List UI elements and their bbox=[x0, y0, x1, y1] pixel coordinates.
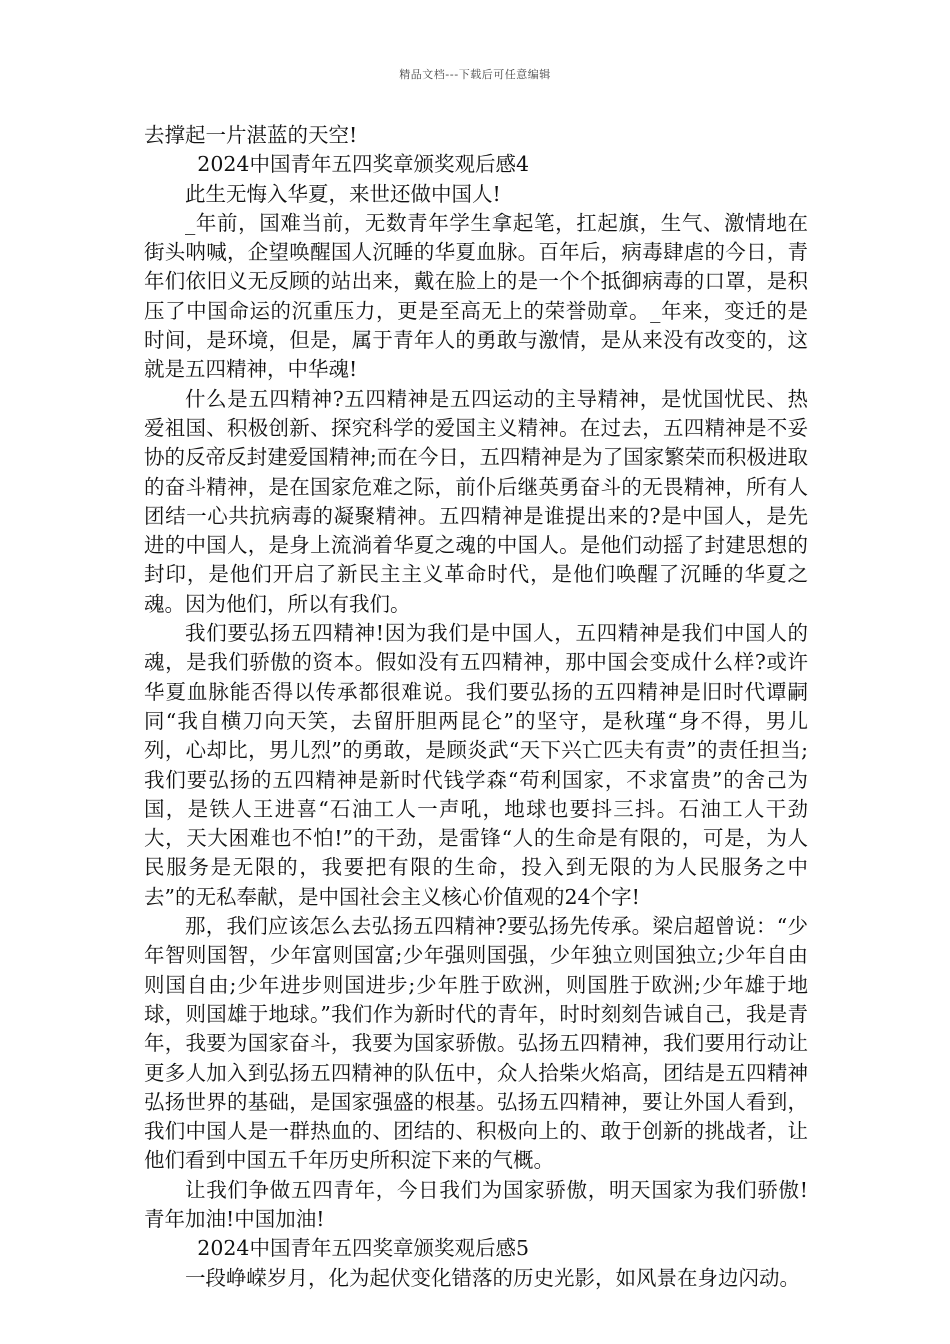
paragraph-continuation: 去撑起一片湛蓝的天空! bbox=[144, 123, 358, 147]
paragraph: 我们要弘扬五四精神!因为我们是中国人，五四精神是我们中国人的魂，是我们骄傲的资本。假如没有五四精神，那中国会变成什么样?或许华夏血脉能否得以传承都很难说。我们要弘扬的五四精神是旧时代谭嗣同“我自横刀向天笑，去留肝胆两昆仑”的坚守，是秋瑾“身不得，男儿列，心却比，男儿烈”的勇敢，是顾炎武“天下兴亡匹夫有责”的责任担当;我们要弘扬的五四精神是新时代钱学森“苟利国家，不求富贵”的舍己为国，是铁人王进喜“石油工人一声吼，地球也要抖三抖。石油工人干劲大，天大困难也不怕!”的干劲，是雷锋“人的生命是有限的，可是，为人民服务是无限的，我要把有限的生命，投入到无限的为人民服务之中去”的无私奉献，是中国社会主义核心价值观的24个字! bbox=[144, 621, 808, 909]
paragraph: 让我们争做五四青年，今日我们为国家骄傲，明天国家为我们骄傲!青年加油!中国加油! bbox=[144, 1177, 808, 1231]
document-body bbox=[144, 121, 808, 1293]
paragraph: _年前，国难当前，无数青年学生拿起笔，扛起旗，生气、激情地在街头呐喊，企望唤醒国人沉睡的华夏血脉。百年后，病毒肆虐的今日，青年们依旧义无反顾的站出来，戴在脸上的是一个个抵御病毒的口罩，是积压了中国命运的沉重压力，更是至高无上的荣誉勋章。_年来，变迁的是时间，是环境，但是，属于青年人的勇敢与激情，是从来没有改变的，这就是五四精神，中华魂! bbox=[144, 210, 808, 382]
paragraph: 此生无悔入华夏，来世还做中国人! bbox=[185, 181, 501, 206]
paragraph: 什么是五四精神?五四精神是五四运动的主导精神，是忧国忧民、热爱祖国、积极创新、探究科学的爱国主义精神。在过去，五四精神是不妥协的反帝反封建爱国精神;而在今日，五四精神是为了国家繁荣而积极进取的奋斗精神，是在国家危难之际，前仆后继英勇奋斗的无畏精神，所有人团结一心共抗病毒的凝聚精神。五四精神是谁提出来的?是中国人，是先进的中国人，是身上流淌着华夏之魂的中国人。是他们动摇了封建思想的封印，是他们开启了新民主主义革命时代，是他们唤醒了沉睡的华夏之魂。因为他们，所以有我们。 bbox=[144, 386, 808, 616]
section-heading-5: 2024中国青年五四奖章颁奖观后感5 bbox=[197, 1236, 530, 1261]
page-header-note: 精品文档---下载后可任意编辑 bbox=[399, 68, 551, 81]
paragraph: 一段峥嵘岁月，化为起伏变化错落的历史光影，如风景在身边闪动。 bbox=[185, 1265, 800, 1290]
paragraph: 那，我们应该怎么去弘扬五四精神?要弘扬先传承。梁启超曾说：“少年智则国智，少年富则国富;少年强则国强，少年独立则国独立;少年自由则国自由;少年进步则国进步;少年胜于欧洲，则国胜于欧洲;少年雄于地球，则国雄于地球。”我们作为新时代的青年，时时刻刻告诫自己，我是青年，我要为国家奋斗，我要为国家骄傲。弘扬五四精神，我们要用行动让更多人加入到弘扬五四精神的队伍中，众人拾柴火焰高，团结是五四精神弘扬世界的基础，是国家强盛的根基。弘扬五四精神，要让外国人看到，我们中国人是一群热血的、团结的、积极向上的、敢于创新的挑战者，让他们看到中国五千年历史所积淀下来的气概。 bbox=[144, 914, 808, 1173]
section-heading-4: 2024中国青年五四奖章颁奖观后感4 bbox=[197, 152, 530, 177]
